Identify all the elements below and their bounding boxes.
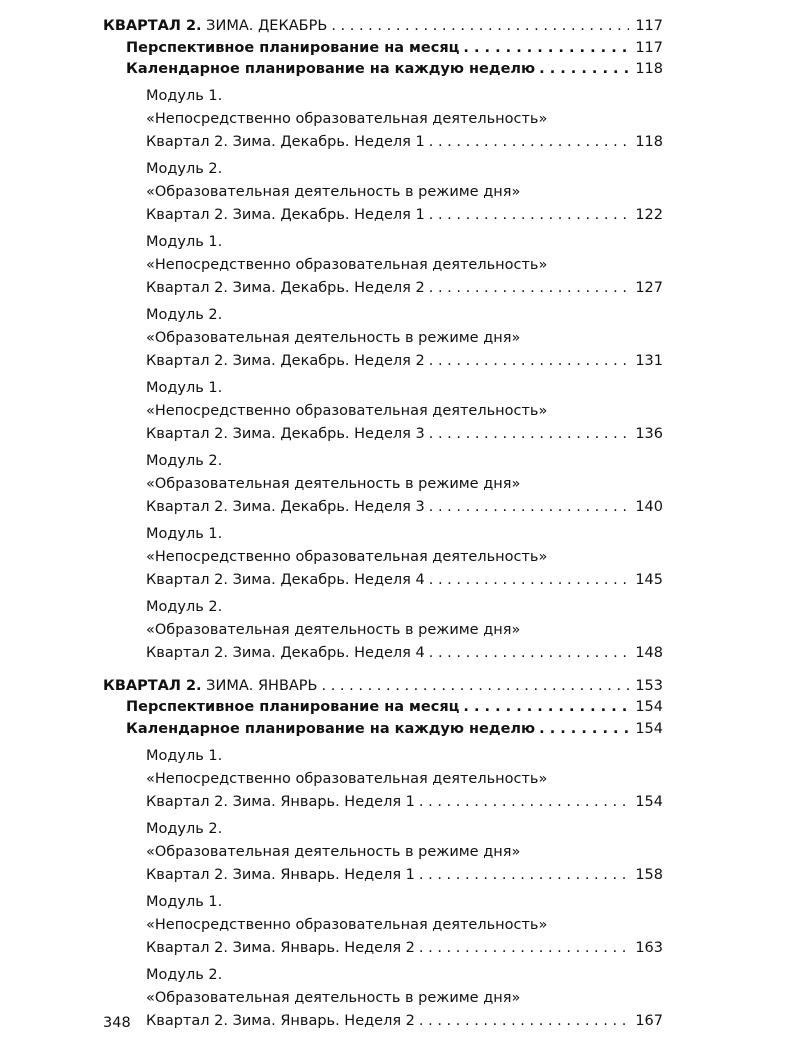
module-number: Модуль 2. (146, 306, 223, 323)
module-entry[interactable] (103, 377, 663, 446)
module-number: Модуль 2. (146, 452, 223, 469)
page-ref: 118 (635, 133, 663, 150)
dot-leader (415, 791, 629, 814)
dot-leader (425, 569, 630, 592)
module-number: Модуль 1. (146, 233, 223, 250)
module-number: Модуль 2. (146, 820, 223, 837)
page-ref: 122 (635, 206, 663, 223)
page-ref: 136 (635, 425, 663, 442)
dot-leader (535, 59, 629, 81)
quarter-heading[interactable] (103, 16, 663, 38)
sub-heading[interactable] (103, 59, 663, 81)
page-ref: 154 (635, 793, 663, 810)
module-number: Модуль 1. (146, 893, 223, 910)
sub-heading-title: Календарное планирование на каждую неделю (126, 720, 536, 737)
page-ref: 117 (635, 18, 663, 34)
dot-leader (459, 38, 629, 60)
dot-leader (425, 350, 630, 373)
module-entry[interactable] (103, 304, 663, 373)
module-title: «Образовательная деятельность в режиме дня» (146, 475, 521, 492)
page-ref: 158 (635, 866, 663, 883)
page-ref: 154 (635, 699, 663, 716)
dot-leader (415, 1010, 629, 1033)
page-ref: 154 (635, 720, 663, 737)
dot-leader (415, 937, 629, 960)
module-week: Квартал 2. Зима. Декабрь. Неделя 1 (146, 206, 425, 223)
page-ref: 167 (635, 1012, 663, 1029)
page-ref: 163 (635, 939, 663, 956)
dot-leader (425, 204, 630, 227)
module-week: Квартал 2. Зима. Декабрь. Неделя 3 (146, 498, 425, 515)
module-week: Квартал 2. Зима. Январь. Неделя 2 (146, 939, 415, 956)
module-title: «Непосредственно образовательная деятельность» (146, 770, 548, 787)
module-week: Квартал 2. Зима. Январь. Неделя 1 (146, 793, 415, 810)
footer-page-number: 348 (103, 1015, 131, 1031)
dot-leader (425, 423, 630, 446)
module-number: Модуль 1. (146, 87, 223, 104)
module-entry[interactable] (103, 85, 663, 154)
module-week: Квартал 2. Зима. Декабрь. Неделя 3 (146, 425, 425, 442)
module-entry[interactable] (103, 745, 663, 814)
dot-leader (415, 864, 629, 887)
quarter-heading-lead: КВАРТАЛ 2. (103, 677, 202, 694)
module-title: «Образовательная деятельность в режиме дня» (146, 329, 521, 346)
module-week: Квартал 2. Зима. Декабрь. Неделя 4 (146, 571, 425, 588)
dot-leader (327, 16, 629, 38)
dot-leader (425, 277, 630, 300)
module-number: Модуль 2. (146, 160, 223, 177)
page-ref: 117 (635, 39, 663, 56)
quarter-heading-title: ЗИМА. ЯНВАРЬ (201, 677, 318, 694)
module-entry[interactable] (103, 158, 663, 227)
module-number: Модуль 2. (146, 598, 223, 615)
page-ref: 148 (635, 644, 663, 661)
module-number: Модуль 1. (146, 525, 223, 542)
dot-leader (459, 697, 629, 719)
module-title: «Непосредственно образовательная деятельность» (146, 916, 548, 933)
module-title: «Непосредственно образовательная деятельность» (146, 548, 548, 565)
toc-section (103, 16, 663, 665)
module-number: Модуль 1. (146, 379, 223, 396)
module-title: «Непосредственно образовательная деятельность» (146, 402, 548, 419)
dot-leader (425, 642, 630, 665)
page-ref: 153 (635, 677, 663, 694)
module-entry[interactable] (103, 964, 663, 1033)
dot-leader (425, 496, 630, 519)
module-entry[interactable] (103, 891, 663, 960)
module-title: «Образовательная деятельность в режиме дня» (146, 183, 521, 200)
module-number: Модуль 1. (146, 747, 223, 764)
module-entry[interactable] (103, 818, 663, 887)
module-entry[interactable] (103, 231, 663, 300)
module-title: «Образовательная деятельность в режиме дня» (146, 843, 521, 860)
quarter-heading-lead: КВАРТАЛ 2. (103, 18, 202, 34)
dot-leader (425, 131, 630, 154)
sub-heading-title: Календарное планирование на каждую неделю (126, 61, 536, 78)
module-week: Квартал 2. Зима. Декабрь. Неделя 1 (146, 133, 425, 150)
module-title: «Образовательная деятельность в режиме дня» (146, 989, 521, 1006)
module-number: Модуль 2. (146, 966, 223, 983)
page-ref: 140 (635, 498, 663, 515)
module-week: Квартал 2. Зима. Декабрь. Неделя 2 (146, 352, 425, 369)
dot-leader (318, 676, 630, 698)
module-title: «Непосредственно образовательная деятельность» (146, 110, 548, 127)
sub-heading-title: Перспективное планирование на месяц (126, 699, 460, 716)
page-ref: 118 (635, 61, 663, 78)
page-ref: 145 (635, 571, 663, 588)
module-week: Квартал 2. Зима. Январь. Неделя 1 (146, 866, 415, 883)
module-week: Квартал 2. Зима. Декабрь. Неделя 2 (146, 279, 425, 296)
sub-heading-title: Перспективное планирование на месяц (126, 39, 460, 56)
page-ref: 131 (635, 352, 663, 369)
sub-heading[interactable] (103, 697, 663, 719)
module-title: «Образовательная деятельность в режиме дня» (146, 621, 521, 638)
module-week: Квартал 2. Зима. Декабрь. Неделя 4 (146, 644, 425, 661)
section-gap (103, 665, 663, 676)
quarter-heading-title: ЗИМА. ДЕКАБРЬ (201, 18, 328, 34)
sub-heading[interactable] (103, 38, 663, 60)
module-title: «Непосредственно образовательная деятельность» (146, 256, 548, 273)
page-ref: 127 (635, 279, 663, 296)
toc-section (103, 676, 663, 1033)
module-entry[interactable] (103, 450, 663, 519)
sub-heading[interactable] (103, 719, 663, 741)
module-entry[interactable] (103, 523, 663, 592)
table-of-contents (103, 16, 663, 1033)
module-week: Квартал 2. Зима. Январь. Неделя 2 (146, 1012, 415, 1029)
module-entry[interactable] (103, 596, 663, 665)
quarter-heading[interactable] (103, 676, 663, 698)
dot-leader (535, 719, 629, 741)
